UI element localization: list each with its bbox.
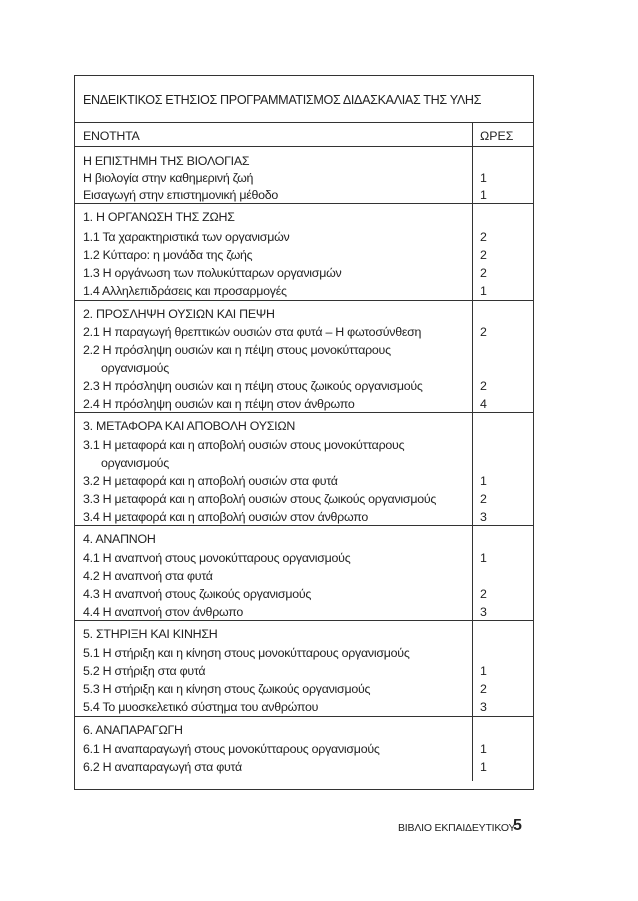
row-text: 6.2 Η αναπαραγωγή στα φυτά	[83, 760, 242, 774]
row-text: 3.1 Η μεταφορά και η αποβολή ουσιών στους μονοκύτταρους	[83, 438, 405, 452]
row-text: 1.3 Η οργάνωση των πολυκύτταρων οργανισμών	[83, 266, 342, 280]
row-hours: 2	[480, 587, 487, 601]
row-text: 4.4 Η αναπνοή στον άνθρωπο	[83, 605, 244, 619]
row-text: 3. ΜΕΤΑΦΟΡΑ ΚΑΙ ΑΠΟΒΟΛΗ ΟΥΣΙΩΝ	[83, 419, 296, 433]
row-text: 5.1 Η στήριξη και η κίνηση στους μονοκύτταρους οργανισμούς	[83, 646, 410, 660]
row-hours: 1	[480, 171, 487, 185]
section-divider	[75, 146, 533, 147]
row-text: 4. ΑΝΑΠΝΟΗ	[83, 532, 156, 546]
section-divider	[75, 620, 533, 621]
row-text: Εισαγωγή στην επιστημονική μέθοδο	[83, 188, 279, 202]
row-text: 2.3 Η πρόσληψη ουσιών και η πέψη στους ζωικούς οργανισμούς	[83, 379, 423, 393]
row-hours: 3	[480, 605, 487, 619]
row-text: 3.4 Η μεταφορά και η αποβολή ουσιών στον άνθρωπο	[83, 510, 368, 524]
row-hours: 1	[480, 474, 487, 488]
row-text: 6. ΑΝΑΠΑΡΑΓΩΓΗ	[83, 723, 183, 737]
row-hours: 1	[480, 664, 487, 678]
row-hours: 2	[480, 682, 487, 696]
row-text: 1.1 Τα χαρακτηριστικά των οργανισμών	[83, 230, 290, 244]
row-text: 5. ΣΤΗΡΙΞΗ ΚΑΙ ΚΙΝΗΣΗ	[83, 627, 218, 641]
row-text: 2.2 Η πρόσληψη ουσιών και η πέψη στους μονοκύτταρους	[83, 343, 391, 357]
row-text: 6.1 Η αναπαραγωγή στους μονοκύτταρους οργανισμούς	[83, 742, 380, 756]
row-text: 3.2 Η μεταφορά και η αποβολή ουσιών στα φυτά	[83, 474, 338, 488]
row-hours: 1	[480, 760, 487, 774]
row-hours: 1	[480, 551, 487, 565]
row-text: 5.2 Η στήριξη στα φυτά	[83, 664, 206, 678]
row-text: 4.1 Η αναπνοή στους μονοκύτταρους οργανισμούς	[83, 551, 351, 565]
section-divider	[75, 525, 533, 526]
row-text: οργανισμούς	[101, 361, 169, 375]
row-text: 4.2 Η αναπνοή στα φυτά	[83, 569, 213, 583]
section-divider	[75, 203, 533, 204]
row-hours: 2	[480, 248, 487, 262]
column-header-hours: ΩΡΕΣ	[480, 129, 514, 143]
row-text: 2. ΠΡΟΣΛΗΨΗ ΟΥΣΙΩΝ ΚΑΙ ΠΕΨΗ	[83, 307, 275, 321]
column-header-unit: ΕΝΟΤΗΤΑ	[83, 129, 140, 143]
row-hours: 2	[480, 325, 487, 339]
schedule-table	[74, 75, 534, 790]
row-text: 2.1 Η παραγωγή θρεπτικών ουσιών στα φυτά – Η φωτοσύνθεση	[83, 325, 422, 339]
row-hours: 2	[480, 492, 487, 506]
row-text: Η βιολογία στην καθημερινή ζωή	[83, 171, 254, 185]
row-text: οργανισμούς	[101, 456, 169, 470]
row-text: 1.4 Αλληλεπιδράσεις και προσαρμογές	[83, 284, 287, 298]
row-hours: 1	[480, 742, 487, 756]
row-text: 5.3 Η στήριξη και η κίνηση στους ζωικούς οργανισμούς	[83, 682, 371, 696]
row-hours: 1	[480, 284, 487, 298]
row-hours: 2	[480, 379, 487, 393]
row-text: 4.3 Η αναπνοή στους ζωικούς οργανισμούς	[83, 587, 312, 601]
row-text: 1.2 Κύτταρο: η μονάδα της ζωής	[83, 248, 253, 262]
section-divider	[75, 716, 533, 717]
row-hours: 3	[480, 510, 487, 524]
table-title: ΕΝΔΕΙΚΤΙΚΟΣ ΕΤΗΣΙΟΣ ΠΡΟΓΡΑΜΜΑΤΙΣΜΟΣ ΔΙΔΑΣΚΑΛΙΑΣ ΤΗΣ ΥΛΗΣ	[83, 93, 482, 107]
section-divider	[75, 412, 533, 413]
page-number: 5	[513, 817, 522, 834]
row-hours: 2	[480, 230, 487, 244]
row-text: 1. Η ΟΡΓΑΝΩΣΗ ΤΗΣ ΖΩΗΣ	[83, 210, 235, 224]
column-divider	[472, 122, 473, 781]
section-divider	[75, 300, 533, 301]
row-text: 5.4 Το μυοσκελετικό σύστημα του ανθρώπου	[83, 700, 319, 714]
row-hours: 4	[480, 397, 487, 411]
row-hours: 3	[480, 700, 487, 714]
footer-book-title: ΒΙΒΛΙΟ ΕΚΠΑΙΔΕΥΤΙΚΟΥ	[398, 822, 516, 834]
row-text: Η ΕΠΙΣΤΗΜΗ ΤΗΣ ΒΙΟΛΟΓΙΑΣ	[83, 154, 250, 168]
row-hours: 2	[480, 266, 487, 280]
row-text: 3.3 Η μεταφορά και η αποβολή ουσιών στους ζωικούς οργανισμούς	[83, 492, 437, 506]
row-text: 2.4 Η πρόσληψη ουσιών και η πέψη στον άνθρωπο	[83, 397, 355, 411]
title-divider	[75, 122, 533, 123]
row-hours: 1	[480, 188, 487, 202]
